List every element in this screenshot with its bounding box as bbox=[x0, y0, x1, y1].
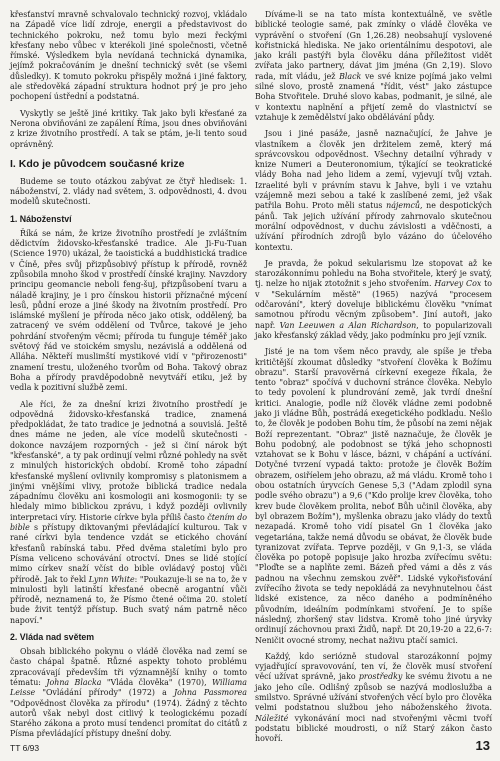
intro-paragraph-2: Vyskytly se ještě jiné kritiky. Tak jako byli křesťané za Nerona obviňováni ze zapálení Říma, jsou dnes obviňováni z krize životního prostředí. A tak se ptám, je-li tento soud oprávněný. bbox=[10, 108, 247, 149]
religion-paragraph-1: Říká se nám, že krize životního prostředí je zvláštním dědictvím židovsko-křesťanské tradice. Ale Ji-Fu-Tuan (Science 1970) ukázal, že taoistická a buddhistická tradice v Číně, přes svůj přizpůsobivý přístup k přírodě, rovněž způsobila mnoho škod v prostředí čínské krajiny. Navzdory principu geomancie neboli feng-šuj, přizpůsobení tvaru a náladě krajiny, je i pro čínskou historii příznačné mýcení lesů, půdní eroze a jiné škody na životním prostředí. Pro islámské myšlení je příroda něco jako otisk, oddělený, ba zatracený ve svém oddělení od Tvůrce, takové je jeho pohrdání stvořeným věcmi; příroda tu funguje téměř jako světový řád ve stoickém smyslu, nezávislá a oddělená od Alláha. Někteří muslimští mystikové vidí v "přirozenosti" znamení trestu, uloženého tvorům od Boha. Takový obraz Boha a přírody pravděpodobně nevytváří etiku, jež by vedla k pozitivní službě zemi. bbox=[10, 228, 247, 393]
dominion-paragraph-1: Obsah biblického pokynu o vládě člověka nad zemí se často chápal špatně. Různé aspekty tohoto problému zpracovávají především tři významnější knihy o tomto tématu: Johna Blacka "Vláda člověka" (1970), Williama Leisse "Ovládání přírody" (1972) a Johna Passmorea "Odpovědnost člověka za přírodu" (1974). Žádný z těchto autorů však nebyl dost citlivý k teologickému pozadí Starého zákona a proto musí tendenci promítat do citátů z Písma převládající přístupy dnešní doby. bbox=[10, 647, 247, 739]
page-footer bbox=[10, 735, 490, 753]
right-paragraph-2: Jsou i jiné pasáže, jasně naznačující, že Jahve je vlastníkem a člověk jen držitelem země, který má správcovskou odpovědnost. Všechny detailní výhrady v knize Numeri a Deuteronomium, týkající se teokratické vlády Boha nad jeho lidem a zemí, vyjevují tvůj vztah. Izraelité byli v právním stavu k Jahve, byli i ve vztahu vzájemně mezi sebou a také k zaslíbené zemi, jež však patřila Bohu. Proto měli status nájemců, ne despotických pánů. Tak jejich užívání přírody zahrnovalo skutečnou morální odpovědnost, v duchu závislosti a vděčnosti, a užívání přírodních zdrojů bylo vázáno do účelového kontextu. bbox=[255, 129, 492, 252]
religion-paragraph-2: Ale říci, že za dnešní krizi životního prostředí je odpovědná židovsko-křesťanská tradice, znamená předpokládat, že tato tradice je jednotná a souvislá. Ještě dnes máme ne jeden, ale více modelů skutečnosti - dokonce navzájem rozporných - jež si činí nárok být "křesťanské", a ty pak ordinují velmi různé pohledy na svět z minulých historických období. Kromě toho západní křesťanské myšlení ovlivnily kompromisy s platonismem a jinými vnějšími vlivy, protože biblická tradice nedala západnímu člověku ani kosmologii ani kosmogonii: ty se hledaly mimo biblickou zprávu, i když později ovlivnily interpretaci víry. Historie církve byla příliš často čtením do bible s přístupy diktovanými převládající kulturou. Tak v rané církvi byla tendence vzdát se etického chování křesťanů rabínská tabu. Před dvěma staletími bylo pro Písma veliceno schovávání otroctví. Dnes se lidé stojící mimo církev snaží včíst do bible ovládavý postoj vůči přírodě. Jak to řekl Lynn White: "Poukazuje-li se na to, že v minulosti byli latinští křesťané obecně arogantní vůči přírodě, neznamená to, že Písmo čtené očima 20. století bude živit tentýž přístup. Buch svatý nám patrně něco napoví." bbox=[10, 399, 248, 625]
section-heading: I. Kdo je původcem současné krize bbox=[10, 157, 185, 170]
intro-paragraph-1: křesťanství mravně schvalovalo technický rozvoj, vkládalo na Západě více lidí zdroje, energii a představivost do technického pokroku, než tomu bylo mezi řeckými křesťany nebo vůbec v kterékoli jiné společnosti, včetně římské. Výsledkem byla nevídaná technická dynamika, jejímž pokračováním je dnešní technický svět (se všemi důsledky). K tomuto pokroku přispěly možná i jiné faktory, ale středověká západní struktura hodnot prý je pro jeho pochopení ústřední a podstatná. bbox=[10, 10, 247, 102]
subsection-heading-dominion: 2. Vláda nad světem bbox=[10, 632, 95, 643]
left-column bbox=[10, 10, 248, 739]
right-paragraph-5: Každý, kdo seriózně studoval starozákonní pojmy vyjadřující spravovování, ten ví, že člověk musí stvoření věcí užívat správně, jako prostředky ke svému životu a ne jako jeho cíle. Odlišný způsob se nazývá modloslužba a smilstvo. Správné užívání stvořených věcí bylo pro člověka velmi podstatnou službou jeho náboženského života. Náležité vykonávání moci nad stvořenými věcmi tvoří podstatu biblické moudrosti, o níž Starý zákon často hovoří. bbox=[255, 651, 492, 744]
right-column bbox=[255, 10, 492, 744]
right-paragraph-1: Díváme-li se na tato místa kontextuálně, ve světle biblické teologie samé, pak zmínky o vládě člověka ve vyprávění o stvoření (Gn 1,26.28) neobsahují vyslovené kořistnická hlediska. Ne jako orientálnímu despotovi, ale jako králi pastýři byla člověku dána příležitost vidět zvířata jako partnery, dávat jim jména (Gn 2,19). Slovo rada, mít vládu, jež Black ve své knize pojímá jako velmi silné slovo, prostě znamená "řídit, vést" jako zástupce Boha Stvořitele. Druhé slovo kabas, podmanit, je silné, ale v kontextu naplnění a přijetí země do vlastnictví se vztahuje k zemědělství jako obdělávání půdy. bbox=[255, 10, 492, 122]
right-paragraph-3: Je pravda, že pokud sekularismu lze stopovat až ke starozákonnímu pohledu na Boha stvořitele, který je svatý, tj. nelze ho nijak ztotožnit s jeho stvořením. Harvey Cox to v "Sekulárním městě" (1965) nazývá "procesem odčarování", který doveluje biblickému člověku "vnímat samotnou přírodu věcným způsobem". Jiní autoři, jako např. Van Leeuwen a Alan Richardson, to popularizovali jako křesťanský základ vědy, jako podmínku pro její vznik. bbox=[255, 258, 492, 340]
right-paragraph-4: Jisté je na tom všem něco pravdy, ale spíše je třeba kritičtější zkoumat důsledky "stvoření člověka k Božímu obrazu". Starší pravověrná církevní exegeze říkala, že tento "obraz" spočívá v duchovní stránce člověka. Nebylo to tedy povolení k plundrování země, jak tvrdí dnešní kritici. Analogie, podle níž člověk vládne zemi podobně jako ji vládne Bůh, postrádá exegetického podkladu. Nešlo to, že člověk je podoben Bohu tím, že působí na zemi nějak Boží reprezentant. "Obraz" jistě naznačuje, že člověk je Bohu podobný, ale podobnost se týká jeho schopnosti vztahovat se k Bohu v lásce, bázni, v chápání a uctívání. Dotyčné tvrzení vypadá takto: protože je člověk Božím obrazem, osiříelem jeho obrazu, až má vládu. Kromě toho i obou ostatních úryvcích Genese 5,3 ("Adam zplodil syna podle svého obrazu") a 9,6 ("Kdo prolije krev člověka, toho krev bude člověkem prolita, neboť Bůh učinil člověka, aby byl obrazem Božím"), myšlenka obrazu jako vlády do textů nezapadá. Kromě toho vidí pisatel Gn 1 člověka jako vegetariána, takže nemá důvodu se obávat, že člověk bude tyranizovat zvířata. Teprve později, v Gn 9,1-3, se vláda člověka po potopě popisuje jako hrozba zvířecímu světu: "Ploďte se a naplňte zemi. Bázeň před vámi a děs z vás padnou na všechnu zemskou zvěř". Lidské vykořisťování zvířecího života se tedy nepokládá za nevyhnutelnou část lidské existence, za něco daného a podmíněného původním, ideálním podmínkami stvoření. Je to spíše následný, zhoršený stav lidstva. Kromě toho jiné úryvky ordinují záchovnou praxi Židů, např. Dt 20,19-20 a 22,6-7: Neničit ovocné stromy, nechat naživu ptačí samici. bbox=[255, 347, 492, 645]
article-body bbox=[10, 10, 492, 744]
issue-label: TT 6/93 bbox=[10, 743, 40, 753]
page-number: 13 bbox=[475, 738, 490, 753]
section-intro: Budeme se touto otázkou zabývat ze čtyř hledisek: 1. náboženství, 2. vlády nad světem, 3. odpovědnosti, 4. dvou modelů skutečnosti. bbox=[10, 176, 247, 207]
subsection-heading-religion: 1. Náboženství bbox=[10, 213, 72, 224]
